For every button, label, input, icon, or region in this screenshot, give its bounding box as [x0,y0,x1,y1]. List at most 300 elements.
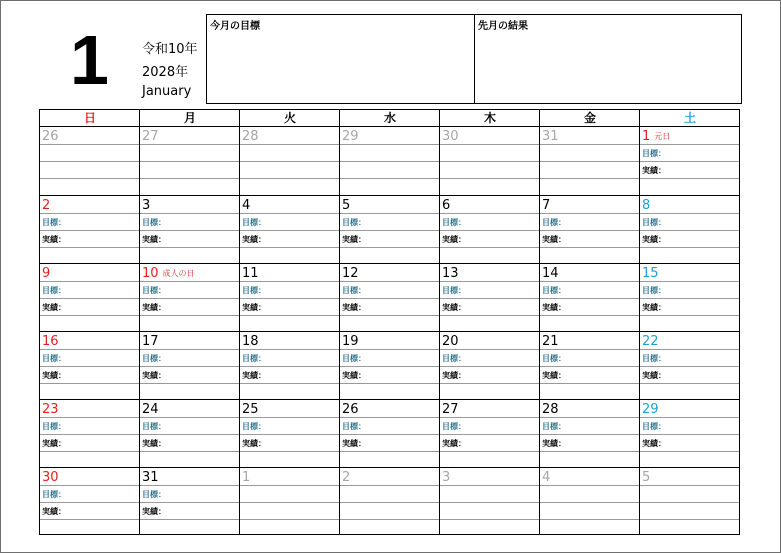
result-label: 実績： [242,439,266,448]
last-month-result-title: 先月の結果 [478,21,528,32]
cell-line [340,519,439,520]
day-cell[interactable] [340,196,439,264]
cell-line [140,178,239,179]
cell-line [240,281,339,282]
day-header [242,470,250,485]
cell-line [140,230,239,231]
cell-line [340,281,439,282]
result-label: 実績： [342,439,366,448]
cell-line [640,349,739,350]
goal-label: 目標： [242,218,266,227]
day-header [442,266,459,281]
cell-line [340,298,439,299]
result-label: 実績： [542,235,566,244]
day-header [342,334,359,349]
day-cell[interactable] [340,127,439,195]
day-header [442,402,459,417]
result-label: 実績： [142,439,166,448]
era-year: 令和10年 [142,42,198,57]
day-header [642,198,650,213]
day-cell[interactable] [440,264,539,332]
day-header [42,402,59,417]
day-cell[interactable] [40,264,139,332]
goal-label: 目標： [542,354,566,363]
day-number: 13 [442,266,459,281]
cell-line [40,178,139,179]
cell-line [240,298,339,299]
day-number: 14 [542,266,559,281]
day-cell[interactable] [240,264,339,332]
day-cell[interactable] [140,264,239,332]
day-cell[interactable] [140,468,239,536]
day-number: 9 [42,266,51,281]
day-cell[interactable] [540,400,639,468]
cell-line [340,366,439,367]
cell-line [540,451,639,452]
cell-line [240,366,339,367]
cell-line [40,417,139,418]
cell-line [40,519,139,520]
cell-line [240,434,339,435]
day-number: 5 [642,470,651,485]
cell-line [640,144,739,145]
cell-line [440,434,539,435]
cell-line [340,315,439,316]
day-header [242,402,259,417]
holiday-label: 成人の日 [162,269,195,278]
day-header [42,334,59,349]
day-cell[interactable] [40,468,139,536]
cell-line [640,485,739,486]
cell-line [640,230,739,231]
result-label: 実績： [242,371,266,380]
cell-line [140,349,239,350]
week-row [40,467,739,535]
cell-line [140,502,239,503]
day-cell[interactable] [240,127,339,195]
cell-line [340,247,439,248]
day-cell[interactable] [40,332,139,400]
goal-label: 目標： [342,286,366,295]
day-number: 1 [242,470,251,485]
day-cell[interactable] [340,400,439,468]
this-month-goal-title: 今月の目標 [210,21,260,32]
day-number: 17 [142,334,159,349]
result-label: 実績： [342,303,366,312]
cell-line [140,383,239,384]
cell-line [340,230,439,231]
day-cell[interactable] [540,332,639,400]
goal-label: 目標： [42,490,66,499]
cell-line [440,144,539,145]
goal-label: 目標： [342,422,366,431]
cell-line [340,502,439,503]
day-number: 25 [242,402,259,417]
day-header [542,129,559,144]
cell-line [140,417,239,418]
day-number: 5 [342,198,351,213]
cell-line [440,485,539,486]
day-header [242,334,259,349]
cell-line [340,178,439,179]
day-cell[interactable] [340,468,439,536]
goal-label: 目標： [142,286,166,295]
cell-line [240,247,339,248]
cell-line [440,178,539,179]
cell-line [640,281,739,282]
day-number: 31 [142,470,159,485]
cell-line [140,161,239,162]
weekday-tuesday: 火 [283,111,296,125]
day-number: 2 [342,470,351,485]
day-cell[interactable] [440,468,539,536]
day-cell[interactable] [640,332,739,400]
day-cell[interactable] [40,400,139,468]
cell-line [440,247,539,248]
cell-line [240,349,339,350]
cell-line [340,213,439,214]
goal-label: 目標： [42,218,66,227]
goal-label: 目標： [442,218,466,227]
goal-label: 目標： [42,286,66,295]
cell-line [640,434,739,435]
cell-line [240,502,339,503]
day-header [642,266,659,281]
result-label: 実績： [642,166,666,175]
day-number: 4 [542,470,551,485]
result-label: 実績： [642,439,666,448]
day-header [642,129,670,144]
day-header [342,198,350,213]
week-row [40,331,739,399]
cell-line [540,519,639,520]
cell-line [640,161,739,162]
day-cell[interactable] [640,264,739,332]
cell-line [540,298,639,299]
cell-line [40,161,139,162]
day-cell[interactable] [540,196,639,264]
cell-line [240,315,339,316]
cell-line [340,434,439,435]
day-header [42,198,50,213]
day-number: 18 [242,334,259,349]
cell-line [440,230,539,231]
day-number: 7 [542,198,551,213]
day-header [142,402,159,417]
result-label: 実績： [342,371,366,380]
cell-line [440,298,539,299]
cell-line [440,417,539,418]
goal-label: 目標： [542,422,566,431]
day-number: 8 [642,198,651,213]
goal-label: 目標： [142,422,166,431]
day-header [542,266,559,281]
cell-line [240,485,339,486]
cell-line [240,230,339,231]
goal-label: 目標： [442,354,466,363]
goal-label: 目標： [42,422,66,431]
result-label: 実績： [442,235,466,244]
cell-line [540,144,639,145]
day-number: 30 [42,470,59,485]
cell-line [140,247,239,248]
day-cell[interactable] [240,400,339,468]
cell-line [240,213,339,214]
goal-label: 目標： [42,354,66,363]
day-header [242,266,259,281]
cell-line [440,281,539,282]
day-cell[interactable] [640,468,739,536]
day-number: 26 [42,129,59,144]
cell-line [40,281,139,282]
cell-line [40,213,139,214]
result-label: 実績： [642,303,666,312]
day-number: 28 [242,129,259,144]
day-number: 2 [42,198,51,213]
day-header [142,129,159,144]
day-cell[interactable] [540,127,639,195]
day-cell[interactable] [140,332,239,400]
cell-line [640,213,739,214]
weekday-saturday: 土 [683,111,696,125]
cell-line [140,281,239,282]
result-label: 実績： [642,235,666,244]
day-header [142,470,159,485]
day-header [542,470,550,485]
cell-line [140,485,239,486]
goal-label: 目標： [342,354,366,363]
cell-line [240,178,339,179]
day-header [542,198,550,213]
result-label: 実績： [242,235,266,244]
day-number: 27 [142,129,159,144]
day-number: 3 [442,470,451,485]
day-header [142,266,195,281]
day-header [42,266,50,281]
cell-line [640,366,739,367]
cell-line [140,519,239,520]
day-cell[interactable] [540,468,639,536]
day-number: 21 [542,334,559,349]
day-cell[interactable] [140,196,239,264]
cell-line [40,349,139,350]
day-cell[interactable] [640,127,739,195]
goal-label: 目標： [142,218,166,227]
cell-line [640,502,739,503]
weekday-monday: 月 [183,111,196,125]
cell-line [440,519,539,520]
cell-line [340,161,439,162]
cell-line [540,230,639,231]
result-label: 実績： [542,371,566,380]
goal-label: 目標： [542,286,566,295]
cell-line [540,213,639,214]
cell-line [240,519,339,520]
year: 2028年 [142,65,189,80]
day-number: 30 [442,129,459,144]
goal-label: 目標： [642,218,666,227]
day-cell[interactable] [40,127,139,195]
day-header [442,129,459,144]
day-number: 12 [342,266,359,281]
cell-line [40,502,139,503]
cell-line [440,502,539,503]
cell-line [440,161,539,162]
week-row [40,399,739,467]
cell-line [640,451,739,452]
day-number: 3 [142,198,151,213]
goals-box [206,14,742,104]
cell-line [340,417,439,418]
cell-line [40,315,139,316]
last-month-result-field[interactable] [475,15,741,103]
cell-line [540,502,639,503]
result-label: 実績： [42,235,66,244]
week-row [40,263,739,331]
weekday-sunday: 日 [83,111,96,125]
cell-line [640,417,739,418]
day-cell[interactable] [40,196,139,264]
weekday-friday: 金 [583,111,596,125]
cell-line [640,383,739,384]
result-label: 実績： [42,507,66,516]
day-header [342,470,350,485]
day-cell[interactable] [440,332,539,400]
day-cell[interactable] [540,264,639,332]
goal-label: 目標： [342,218,366,227]
result-label: 実績： [42,371,66,380]
day-number: 10 [142,266,159,281]
result-label: 実績： [642,371,666,380]
cell-line [40,434,139,435]
day-header [342,266,359,281]
cell-line [540,383,639,384]
day-number: 29 [642,402,659,417]
result-label: 実績： [242,303,266,312]
day-number: 29 [342,129,359,144]
day-cell[interactable] [340,264,439,332]
cell-line [240,144,339,145]
day-number: 22 [642,334,659,349]
result-label: 実績： [42,303,66,312]
month-number: 1 [70,21,109,99]
cell-line [240,417,339,418]
month-english: January [142,84,192,99]
cell-line [540,366,639,367]
goal-label: 目標： [642,422,666,431]
day-number: 20 [442,334,459,349]
day-number: 19 [342,334,359,349]
day-number: 31 [542,129,559,144]
day-cell[interactable] [240,332,339,400]
day-cell[interactable] [240,468,339,536]
day-header [42,470,59,485]
cell-line [240,161,339,162]
cell-line [540,161,639,162]
cell-line [540,315,639,316]
day-number: 23 [42,402,59,417]
cell-line [240,451,339,452]
day-cell[interactable] [140,127,239,195]
day-cell[interactable] [340,332,439,400]
weekday-wednesday: 水 [383,111,396,125]
cell-line [140,451,239,452]
day-number: 11 [242,266,259,281]
day-number: 26 [342,402,359,417]
cell-line [340,383,439,384]
cell-line [540,434,639,435]
holiday-label: 元日 [654,132,671,141]
cell-line [540,247,639,248]
result-label: 実績： [142,371,166,380]
day-header [242,198,250,213]
cell-line [40,298,139,299]
day-header [442,334,459,349]
day-cell[interactable] [640,400,739,468]
day-number: 16 [42,334,59,349]
goal-label: 目標： [142,490,166,499]
day-cell[interactable] [640,196,739,264]
cell-line [540,178,639,179]
cell-line [140,298,239,299]
day-header [342,402,359,417]
result-label: 実績： [142,235,166,244]
day-header [542,334,559,349]
cell-line [440,366,539,367]
calendar-grid [39,109,740,535]
day-cell[interactable] [440,400,539,468]
goal-label: 目標： [242,422,266,431]
cell-line [140,213,239,214]
day-cell[interactable] [440,196,539,264]
day-header [142,198,150,213]
day-number: 4 [242,198,251,213]
cell-line [540,349,639,350]
cell-line [40,383,139,384]
weekday-thursday: 木 [483,111,496,125]
day-header [642,334,659,349]
week-row [40,195,739,263]
cell-line [440,213,539,214]
cell-line [140,434,239,435]
cell-line [240,383,339,384]
day-cell[interactable] [440,127,539,195]
goal-label: 目標： [242,286,266,295]
day-cell[interactable] [240,196,339,264]
day-number: 6 [442,198,451,213]
day-number: 24 [142,402,159,417]
week-row [40,127,739,195]
cell-line [140,315,239,316]
goal-label: 目標： [642,286,666,295]
cell-line [340,349,439,350]
result-label: 実績： [442,371,466,380]
cell-line [440,349,539,350]
cell-line [40,451,139,452]
goal-label: 目標： [642,354,666,363]
goal-label: 目標： [142,354,166,363]
result-label: 実績： [542,303,566,312]
day-cell[interactable] [140,400,239,468]
result-label: 実績： [442,439,466,448]
cell-line [440,451,539,452]
weekday-header [40,110,739,127]
goal-label: 目標： [642,149,666,158]
cell-line [640,247,739,248]
cell-line [640,298,739,299]
cell-line [40,144,139,145]
this-month-goal-field[interactable] [207,15,475,103]
